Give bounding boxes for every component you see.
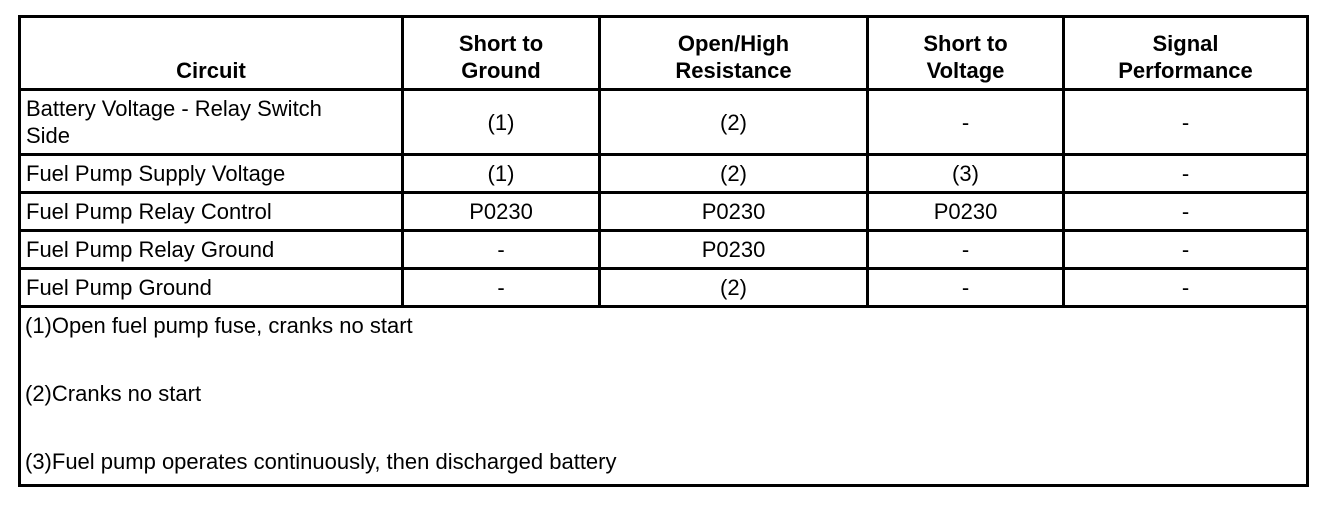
short-to-voltage-cell: - (868, 90, 1064, 155)
circuit-cell: Fuel Pump Relay Ground (20, 231, 403, 269)
circuit-name-line1: Battery Voltage - Relay Switch (26, 96, 322, 121)
circuit-name-line2: Side (26, 123, 71, 148)
table-row (20, 269, 1308, 307)
short-to-voltage-cell: P0230 (868, 193, 1064, 231)
open-high-resistance-cell: P0230 (600, 231, 868, 269)
header-row (20, 17, 1308, 90)
short-to-voltage-cell: (3) (868, 155, 1064, 193)
open-high-resistance-cell: (2) (600, 155, 868, 193)
short-to-voltage-cell: - (868, 231, 1064, 269)
short-to-ground-cell: P0230 (403, 193, 600, 231)
header-signal-performance-line2: Performance (1118, 58, 1253, 83)
signal-performance-cell: - (1064, 231, 1308, 269)
signal-performance-cell: - (1064, 155, 1308, 193)
signal-performance-cell: - (1064, 90, 1308, 155)
header-circuit (20, 17, 403, 90)
notes-row (20, 307, 1308, 486)
short-to-voltage-cell: - (868, 269, 1064, 307)
header-open-high-resistance-line2: Resistance (675, 58, 792, 83)
signal-performance-cell: - (1064, 193, 1308, 231)
header-short-to-ground (403, 17, 600, 90)
table-row (20, 155, 1308, 193)
header-short-to-voltage (868, 17, 1064, 90)
short-to-ground-cell: - (403, 269, 600, 307)
header-short-to-ground-line2: Ground (461, 58, 541, 83)
header-signal-performance-line1: Signal (1152, 31, 1219, 56)
note-3: (3)Fuel pump operates continuously, then discharged battery (25, 449, 617, 474)
note-2: (2)Cranks no start (25, 381, 202, 406)
note-1: (1)Open fuel pump fuse, cranks no start (25, 313, 413, 338)
header-short-to-ground-line1: Short to (458, 31, 544, 56)
table-row (20, 90, 1308, 155)
header-open-high-resistance (600, 17, 868, 90)
open-high-resistance-cell: (2) (600, 269, 868, 307)
signal-performance-cell: - (1064, 269, 1308, 307)
short-to-ground-cell: - (403, 231, 600, 269)
circuit-cell: Fuel Pump Ground (20, 269, 403, 307)
header-open-high-resistance-line1: Open/High (677, 31, 790, 56)
open-high-resistance-cell: (2) (600, 90, 868, 155)
short-to-ground-cell: (1) (403, 90, 600, 155)
short-to-ground-cell: (1) (403, 155, 600, 193)
circuit-cell (20, 90, 403, 155)
header-signal-performance (1064, 17, 1308, 90)
circuit-cell: Fuel Pump Relay Control (20, 193, 403, 231)
header-short-to-voltage-line2: Voltage (926, 58, 1005, 83)
table-row (20, 193, 1308, 231)
notes-cell (20, 307, 1308, 486)
header-short-to-voltage-line1: Short to (923, 31, 1008, 56)
header-circuit-line2: Circuit (176, 58, 246, 83)
open-high-resistance-cell: P0230 (600, 193, 868, 231)
table-row (20, 231, 1308, 269)
circuit-diagnosis-table (18, 15, 1309, 487)
circuit-cell: Fuel Pump Supply Voltage (20, 155, 403, 193)
